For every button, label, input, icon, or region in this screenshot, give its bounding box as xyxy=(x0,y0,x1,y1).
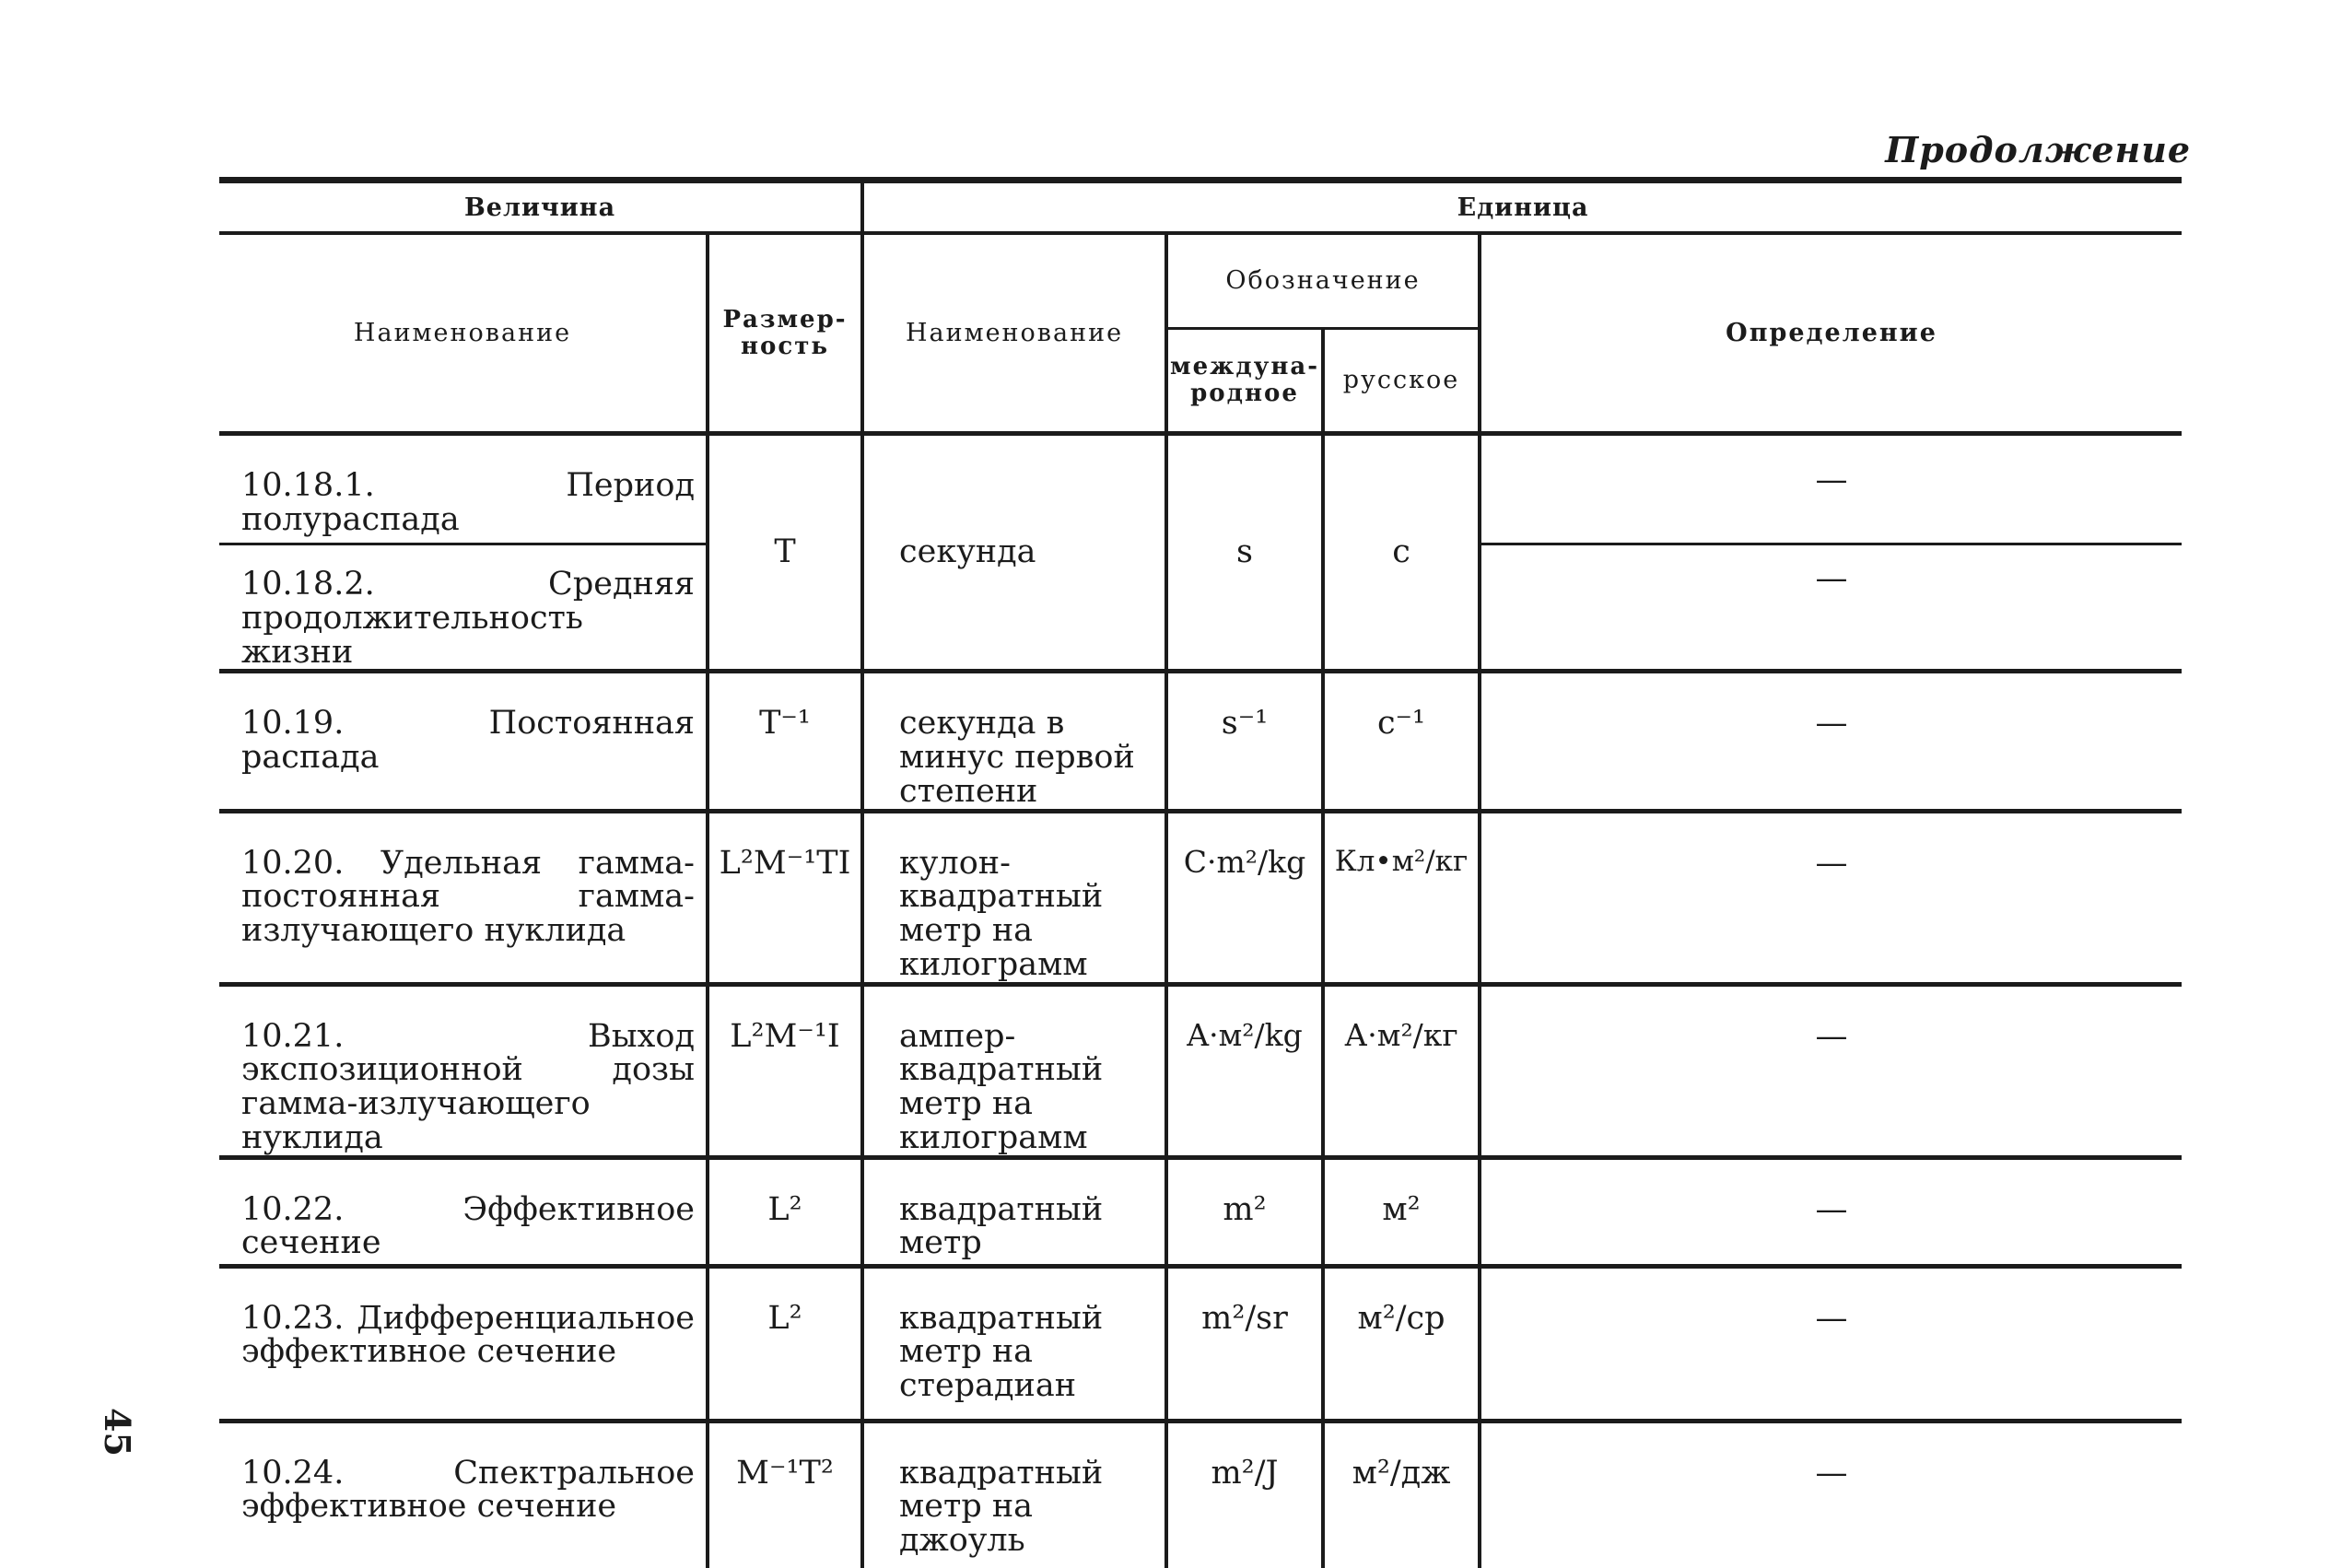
row-1024-name: 10.24. Спектральное эффективное сечение xyxy=(219,1421,708,1568)
row-1020-intl: C·m²/kg xyxy=(1166,811,1323,984)
row-1021-intl: A·м²/kg xyxy=(1166,984,1323,1157)
row-1019-rus: с⁻¹ xyxy=(1323,672,1480,811)
header-definition: Определение xyxy=(1480,233,2182,434)
row-1023-definition: — xyxy=(1480,1266,2182,1421)
page-number: 45 xyxy=(97,1408,138,1457)
row-1019-name: 10.19. Постоянная распада xyxy=(219,672,708,811)
row-1018-2-name: 10.18.2. Средняя продолжительность жизни xyxy=(219,544,708,672)
row-1022-intl: m² xyxy=(1166,1157,1323,1266)
row-1021-rus: А·м²/кг xyxy=(1323,984,1480,1157)
row-1021-unit-name: ампер-квадратный метр на килограмм xyxy=(862,984,1166,1157)
row-1024-rus: м²/дж xyxy=(1323,1421,1480,1568)
row-1022-definition: — xyxy=(1480,1157,2182,1266)
row-1022-dimension: L² xyxy=(708,1157,862,1266)
row-1018-unit-name: секунда xyxy=(862,434,1166,672)
row-1023-intl: m²/sr xyxy=(1166,1266,1323,1421)
row-1020-dimension: L²M⁻¹TI xyxy=(708,811,862,984)
row-1021-definition: — xyxy=(1480,984,2182,1157)
row-1020-definition: — xyxy=(1480,811,2182,984)
row-1020-rus: Кл•м²/кг xyxy=(1323,811,1480,984)
header-unit-name: Наименование xyxy=(862,233,1166,434)
row-1018-dimension: T xyxy=(708,434,862,672)
row-1020-unit-name: кулон-квадратный метр на килограмм xyxy=(862,811,1166,984)
row-1021-dimension: L²M⁻¹I xyxy=(708,984,862,1157)
header-designation: Обозначение xyxy=(1166,233,1480,329)
row-1022-unit-name: квадратный метр xyxy=(862,1157,1166,1266)
row-1024-intl: m²/J xyxy=(1166,1421,1323,1568)
row-1019-dimension: T⁻¹ xyxy=(708,672,862,811)
row-1022-rus: м² xyxy=(1323,1157,1480,1266)
row-1018-1-name: 10.18.1. Период полураспада xyxy=(219,434,708,544)
row-1023-rus: м²/ср xyxy=(1323,1266,1480,1421)
row-1018-2-definition: — xyxy=(1480,544,2182,672)
row-1020-name: 10.20. Удельная гамма-постоянная гамма-излучающего нуклида xyxy=(219,811,708,984)
header-international: междуна- родное xyxy=(1166,329,1323,434)
header-quantity-name: Наименование xyxy=(219,233,708,434)
row-1022-name: 10.22. Эффективное сечение xyxy=(219,1157,708,1266)
row-1018-1-definition: — xyxy=(1480,434,2182,544)
row-1023-name: 10.23. Дифференциальное эффективное сечение xyxy=(219,1266,708,1421)
row-1018-intl: s xyxy=(1166,434,1323,672)
row-1023-unit-name: квадратный метр на стерадиан xyxy=(862,1266,1166,1421)
row-1024-dimension: M⁻¹T² xyxy=(708,1421,862,1568)
units-table xyxy=(219,177,2182,1568)
row-1018-rus: с xyxy=(1323,434,1480,672)
header-dimension: Размер- ность xyxy=(708,233,862,434)
header-russian: русское xyxy=(1323,329,1480,434)
row-1024-unit-name: квадратный метр на джоуль xyxy=(862,1421,1166,1568)
row-1024-definition: — xyxy=(1815,1454,1848,1492)
header-quantity: Величина xyxy=(219,181,862,234)
continuation-label: Продолжение xyxy=(1885,129,2191,170)
row-1019-unit-name: секунда в минус первой степени xyxy=(862,672,1166,811)
row-1023-dimension: L² xyxy=(708,1266,862,1421)
row-1019-intl: s⁻¹ xyxy=(1166,672,1323,811)
row-1019-definition: — xyxy=(1480,672,2182,811)
header-unit: Единица xyxy=(862,181,2182,234)
row-1021-name: 10.21. Выход экспозиционной дозы гамма-излучающего нуклида xyxy=(219,984,708,1157)
